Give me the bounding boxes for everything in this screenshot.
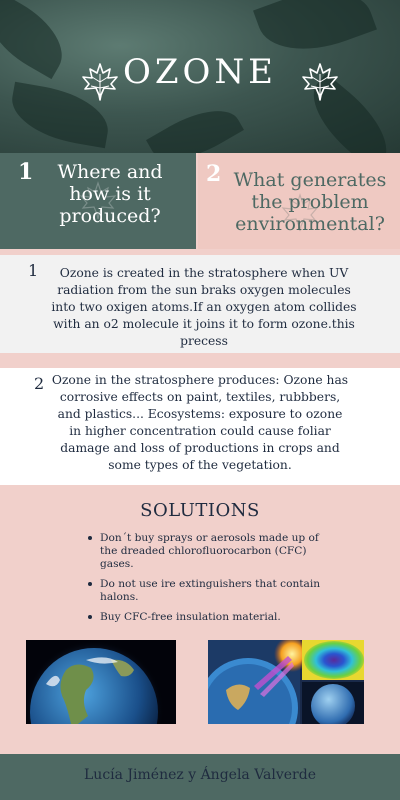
list-item: Do not use ire extinguishers that contain halons. (88, 578, 338, 604)
earth-globe-picture (26, 640, 176, 724)
paragraph-text: Ozone in the stratosphere produces: Ozone has corrosive effects on paint, textiles, rubbbers, and plastics... Ecosystems: exposure to ozone in higher concentration could cause foliar damage and loss of productions in crops and some types of the vegetation. (51, 373, 349, 472)
background-leaf (146, 95, 244, 153)
list-item: Don´t buy sprays or aerosols made up of the dreaded chlorofluorocarbon (CFC) gases. (88, 532, 338, 571)
question-text: Where and how is it produced? (57, 161, 163, 227)
solutions-title: SOLUTIONS (140, 500, 260, 521)
question-text: What generates the problem environmental? (233, 169, 387, 235)
page-title: OZONE (123, 52, 277, 92)
paragraph-text: Ozone is created in the stratosphere when UV radiation from the sun braks oxygen molecules into two oxigen atoms.If an oxygen atom collides with an o2 molecule it joins it to form ozone.this precess (51, 266, 357, 348)
ozone-collage-image (208, 640, 364, 724)
paragraph-number: 1 (28, 261, 39, 280)
paragraph-2-box (0, 368, 400, 485)
solutions-list (88, 532, 338, 631)
list-item: Buy CFC-free insulation material. (88, 611, 338, 624)
question-number: 2 (206, 161, 222, 187)
earth-image (26, 640, 176, 724)
ozone-collage-picture (208, 640, 364, 724)
question-number: 1 (18, 159, 34, 185)
paragraph-1-box (0, 255, 400, 353)
question-2-box (198, 153, 400, 249)
paragraph-number: 2 (34, 374, 45, 393)
question-1-box (0, 153, 196, 249)
authors: Lucía Jiménez y Ángela Valverde (84, 767, 316, 783)
